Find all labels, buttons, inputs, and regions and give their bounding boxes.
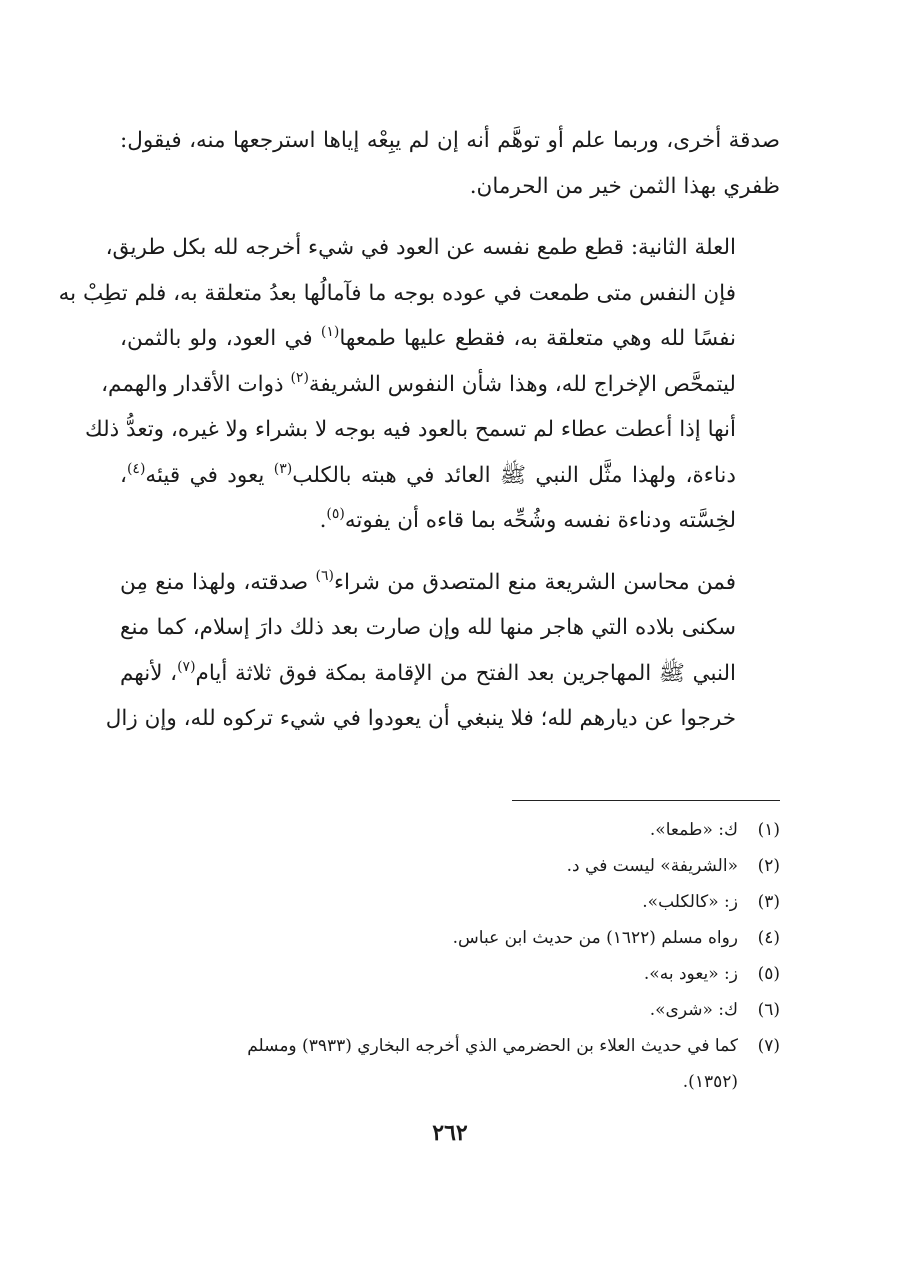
text-segment: ، لأنهم [120, 660, 178, 686]
text-line: فإن النفس متى طمعت في عوده بوجه ما فآمالُها بعدُ متعلقة به، فلم تطِبْ به [58, 280, 736, 306]
footnote [120, 1028, 780, 1100]
footnote [120, 956, 780, 992]
footnote-text: «الشريفة» ليست في د. [566, 856, 738, 876]
footnote-number: (١) [757, 820, 780, 840]
text-segment: ذوات الأقدار والهمم، [101, 371, 291, 397]
text-segment: يعود في قيئه [145, 462, 274, 488]
text-segment: ليتمحَّص الإخراج لله، وهذا شأن النفوس الشريفة [308, 371, 736, 397]
text-line [120, 453, 780, 499]
footnote-text: ز: «يعود به». [643, 964, 738, 984]
footnote-number: (٢) [757, 856, 780, 876]
text-segment: فمن محاسن الشريعة منع المتصدق من شراء [333, 569, 737, 595]
footnote-ref-1[interactable]: (١) [320, 324, 340, 340]
text-line: صدقة أخرى، وربما علم أو توهَّم أنه إن لم يبِعْه إياها استرجعها منه، فيقول: [120, 128, 780, 153]
footnote-number: (٤) [757, 928, 780, 948]
paragraph-2 [58, 225, 780, 544]
footnote-number: (٧) [757, 1036, 780, 1056]
footnote-text-line: (١٣٥٢). [682, 1072, 738, 1092]
text-line [101, 362, 780, 408]
footnote [120, 992, 780, 1028]
paragraph-3 [105, 560, 780, 742]
text-segment: النبي ﷺ المهاجرين بعد الفتح من الإقامة بمكة فوق ثلاثة أيام [195, 660, 736, 686]
text-segment: ، [120, 462, 127, 488]
footnote-number: (٦) [757, 1000, 780, 1020]
footnote-text [120, 1028, 738, 1100]
main-text [58, 118, 780, 742]
footnote [120, 884, 780, 920]
footnote-ref-6[interactable]: (٦) [315, 567, 334, 584]
text-line: العلة الثانية: قطع طمع نفسه عن العود في شيء أخرجه لله بكل طريق، [105, 235, 736, 260]
footnote [120, 848, 780, 884]
text-segment: لخِسَّته ودناءة نفسه وشُحِّه بما قاءه أن يفوته [344, 508, 736, 533]
paragraph-1 [120, 118, 780, 209]
footnote-ref-4[interactable]: (٤) [126, 460, 146, 477]
text-line [120, 560, 780, 606]
footnote [120, 812, 780, 848]
footnote-ref-3[interactable]: (٣) [273, 460, 293, 477]
footnote-text: ز: «كالكلب». [642, 892, 738, 912]
footnote-number: (٥) [757, 964, 780, 984]
footnote-ref-7[interactable]: (٧) [177, 658, 196, 675]
text-segment: صدقته، ولهذا منع مِن [120, 569, 316, 595]
footnote-ref-5[interactable]: (٥) [326, 506, 345, 522]
footnote-text: رواه مسلم (١٦٢٢) من حديث ابن عباس. [452, 928, 738, 948]
text-line [120, 651, 780, 697]
footnote-number: (٣) [757, 892, 780, 912]
page-number: ٢٦٢ [432, 1120, 468, 1146]
text-segment: في العود، ولو بالثمن، [120, 326, 321, 351]
text-segment: نفسًا لله وهي متعلقة به، فقطع عليها طمعها [339, 326, 736, 351]
footnote-text: ك: «طمعا». [649, 820, 738, 840]
footnotes [120, 812, 780, 1100]
footnote-ref-2[interactable]: (٢) [290, 369, 309, 386]
text-segment: . [319, 508, 327, 533]
text-segment: دناءة، ولهذا مثَّل النبي ﷺ العائد في هبته بالكلب [292, 462, 736, 488]
text-line: سكنى بلاده التي هاجر منها لله وإن صارت بعد ذلك دارَ إسلام، كما منع [120, 615, 736, 640]
footnote-separator [512, 800, 780, 801]
text-line: ظفري بهذا الثمن خير من الحرمان. [469, 173, 780, 199]
text-line: أنها إذا أعطت عطاء لم تسمح بالعود فيه بوجه لا بشراء ولا غيره، وتعدُّ ذلك [84, 417, 736, 442]
footnote [120, 920, 780, 956]
text-line [120, 316, 780, 362]
footnote-text: ك: «شرى». [649, 1000, 738, 1020]
text-line: خرجوا عن ديارهم لله؛ فلا ينبغي أن يعودوا في شيء تركوه لله، وإن زال [105, 706, 736, 731]
text-line [120, 498, 780, 544]
footnote-text-line: كما في حديث العلاء بن الحضرمي الذي أخرجه البخاري (٣٩٣٣) ومسلم [247, 1036, 738, 1056]
